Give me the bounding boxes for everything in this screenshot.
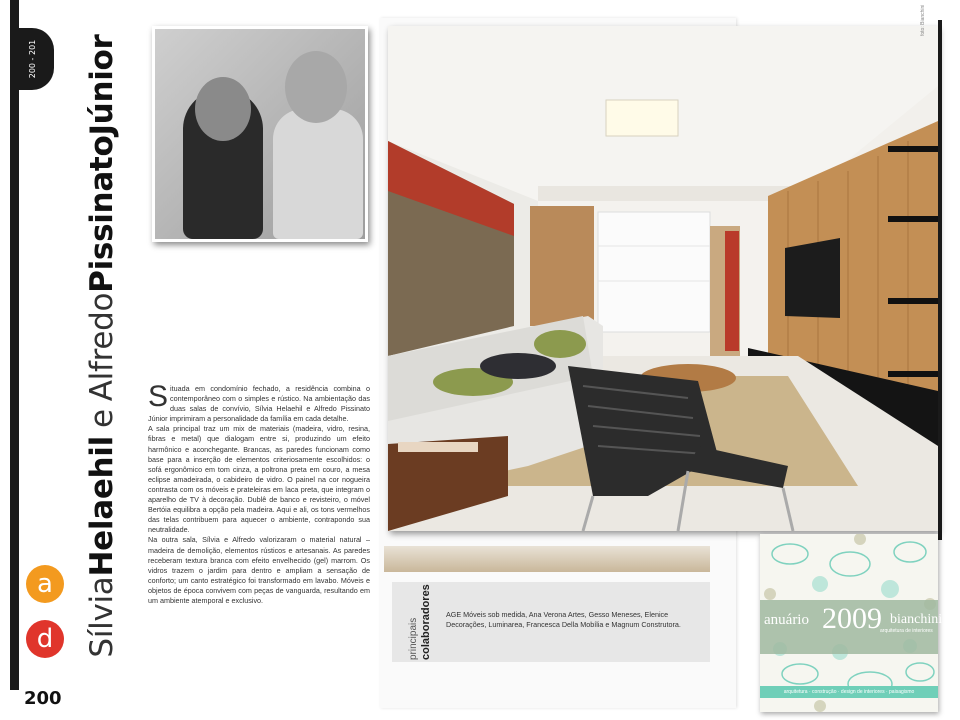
- cover-word-anuario: anuário: [764, 612, 809, 628]
- right-edge-strip: [938, 20, 942, 540]
- section-letter-a: a: [37, 569, 53, 599]
- photo-credit: foto: Bianchini: [920, 4, 926, 36]
- cover-year: 2009: [822, 602, 882, 635]
- section-letter-a-badge: [26, 565, 64, 603]
- title-name1-last: Helaehil: [84, 436, 120, 577]
- cover-footer-text: arquitetura · construção · design de interiores · paisagismo: [783, 689, 915, 695]
- title-name2-last: PissinatoJúnior: [84, 34, 120, 293]
- section-letter-d-badge: [26, 620, 64, 658]
- article-body: [148, 380, 370, 672]
- article-paragraph-3: Na outra sala, Sílvia e Alfredo valorizaram o material natural – madeira de demolição, elementos rústicos e artesanais. As paredes receberam textura branca com efeito envelhecido (gel) marrom. Os vidros trazem o jardim para dentro e ampliam a sensação de conforto; um canto estratégico foi transformado em lavabo. Móveis e objetos de época convivem com peças de vanguarda, resultando em um ambiente atemporal e exclusivo.: [148, 535, 370, 605]
- secondary-photo-strip: [384, 546, 710, 572]
- folio-tab: [10, 28, 54, 90]
- folio-label: 200 - 201: [27, 39, 37, 79]
- cover-word-bianchini: bianchini: [890, 612, 943, 627]
- portrait-woman-head: [195, 77, 251, 141]
- living-room-photo: [388, 26, 938, 531]
- drop-cap: S: [148, 380, 169, 413]
- portrait-man-figure: [273, 109, 363, 239]
- contributors-label: [400, 584, 440, 660]
- cover-subtitle: arquitetura de interiores: [880, 628, 933, 634]
- cover-footer-band: [760, 686, 938, 698]
- contributors-label-line2: colaboradores: [420, 584, 432, 660]
- section-letter-d: d: [36, 624, 54, 654]
- living-room-illustration: [388, 26, 938, 531]
- article-paragraph-1-text: ituada em condomínio fechado, a residência combina o contemporâneo com o simples e rústico. Na ambientação das duas salas de convívio, Sílvia Helaehil e Alfredo Pissinato Júnior imprimiram a personalidade da família em cada detalhe.: [148, 384, 370, 424]
- page-number: 200: [24, 688, 62, 709]
- title-name2-first: Alfredo: [84, 292, 120, 402]
- title-name1-first: Sílvia: [84, 576, 120, 658]
- article-paragraph-2: A sala principal traz um mix de materiais (madeira, vidro, resina, fibras e metal) que dialogam entre si, produzindo um efeito harmônico e aconchegante. Brancas, as paredes funcionam como base para a inserção de elementos criteriosamente escolhidos: o sofá ergonômico em tom cinza, a poltrona preta em couro, a mesa eclipse amadeirada, o cabideiro de vidro. O painel na cor nogueira contrasta com os móveis e prateleiras em laca preta, que integram o aparelho de TV à decoração. Dublê de banco e revisteiro, o móvel Bertóia equilibra a opção pela madeira. Aqui e ali, os tons vermelhos das telas contribuem para aquecer o ambiente, contrapondo sua neutralidade.: [148, 424, 370, 535]
- portrait-man-head: [285, 51, 347, 123]
- title-connector: e: [84, 409, 120, 429]
- contributors-label-line1: principais: [408, 617, 419, 660]
- contributors-list: AGE Móveis sob medida, Ana Verona Artes, Gesso Meneses, Elenice Decorações, Luminarea, Francesca Della Mobília e Magnum Construtora.: [446, 610, 681, 629]
- article-paragraph-1: [148, 380, 370, 424]
- architects-portrait-photo: [152, 26, 368, 242]
- page-spine-bar: [10, 0, 19, 690]
- page-title: [72, 22, 132, 670]
